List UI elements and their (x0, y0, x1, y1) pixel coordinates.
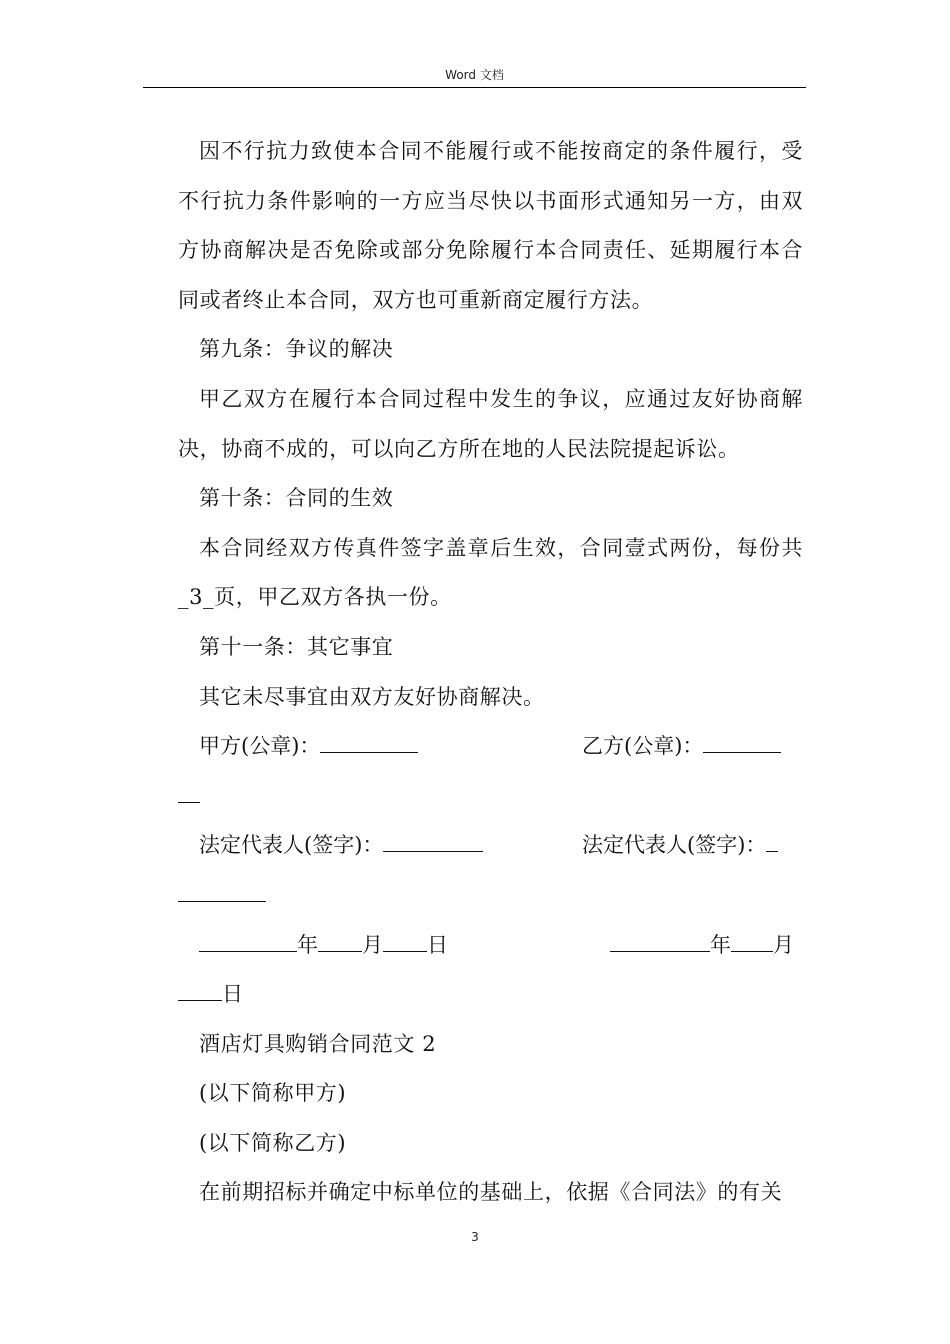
party-b-day-blank (178, 976, 222, 1001)
party-b-seal-blank (703, 728, 781, 753)
article-9-title: 第九条：争议的解决 (199, 337, 394, 362)
party-b-seal-label: 乙方(公章)： (582, 734, 704, 759)
party-a-year-label: 年 (297, 932, 318, 957)
document-body (178, 127, 803, 1218)
date-row (178, 921, 803, 971)
party-b-year-label: 年 (710, 932, 731, 957)
party-b-seal-blank-cont (178, 778, 200, 803)
representative-signature-row (178, 821, 803, 871)
party-a-month-label: 月 (362, 932, 383, 957)
document-header: Word 文档 (445, 68, 504, 82)
force-majeure-paragraph: 因不行抗力致使本合同不能履行或不能按商定的条件履行，受不行抗力条件影响的一方应当尽快以书面形式通知另一方，由双方协商解决是否免除或部分免除履行本合同责任、延期履行本合同或者终止本合同，双方也可重新商定履行方法。 (178, 139, 803, 312)
seal-signature-row (178, 722, 803, 772)
party-b-rep-label: 法定代表人(签字)： (582, 833, 767, 858)
party-a-seal-blank (320, 728, 418, 753)
rep-blank-wrap (178, 871, 803, 921)
party-b-abbrev-note: (以下简称乙方) (199, 1130, 347, 1155)
party-b-month-blank (731, 927, 773, 952)
party-b-rep-blank-cont (178, 877, 266, 902)
contract-preamble: 在前期招标并确定中标单位的基础上，依据《合同法》的有关 (199, 1180, 783, 1205)
party-a-day-label: 日 (427, 932, 448, 957)
party-b-rep-blank (766, 827, 778, 852)
date-wrap (178, 970, 803, 1020)
party-a-month-blank (318, 927, 362, 952)
article-11-title: 第十一条：其它事宜 (199, 634, 394, 659)
page-number: 3 (471, 1230, 479, 1244)
party-a-abbrev-note: (以下简称甲方) (199, 1081, 347, 1106)
party-a-rep-label: 法定代表人(签字)： (199, 833, 384, 858)
party-b-day-label: 日 (222, 982, 243, 1007)
seal-blank-wrap (178, 772, 803, 822)
party-a-day-blank (383, 927, 427, 952)
party-b-year-blank (610, 927, 710, 952)
party-b-month-label: 月 (773, 932, 794, 957)
article-11-body: 其它未尽事宜由双方友好协商解决。 (199, 684, 545, 709)
article-9-body: 甲乙双方在履行本合同过程中发生的争议，应通过友好协商解决，协商不成的，可以向乙方所在地的人民法院提起诉讼。 (178, 386, 803, 461)
article-10-title: 第十条：合同的生效 (199, 486, 394, 511)
article-10-body: 本合同经双方传真件签字盖章后生效，合同壹式两份，每份共_3_页，甲乙双方各执一份。 (178, 535, 803, 610)
party-a-rep-blank (383, 827, 483, 852)
contract-sample-2-heading: 酒店灯具购销合同范文 2 (199, 1031, 437, 1056)
party-a-year-blank (199, 927, 297, 952)
party-a-seal-label: 甲方(公章)： (199, 734, 321, 759)
header-rule (143, 87, 806, 88)
